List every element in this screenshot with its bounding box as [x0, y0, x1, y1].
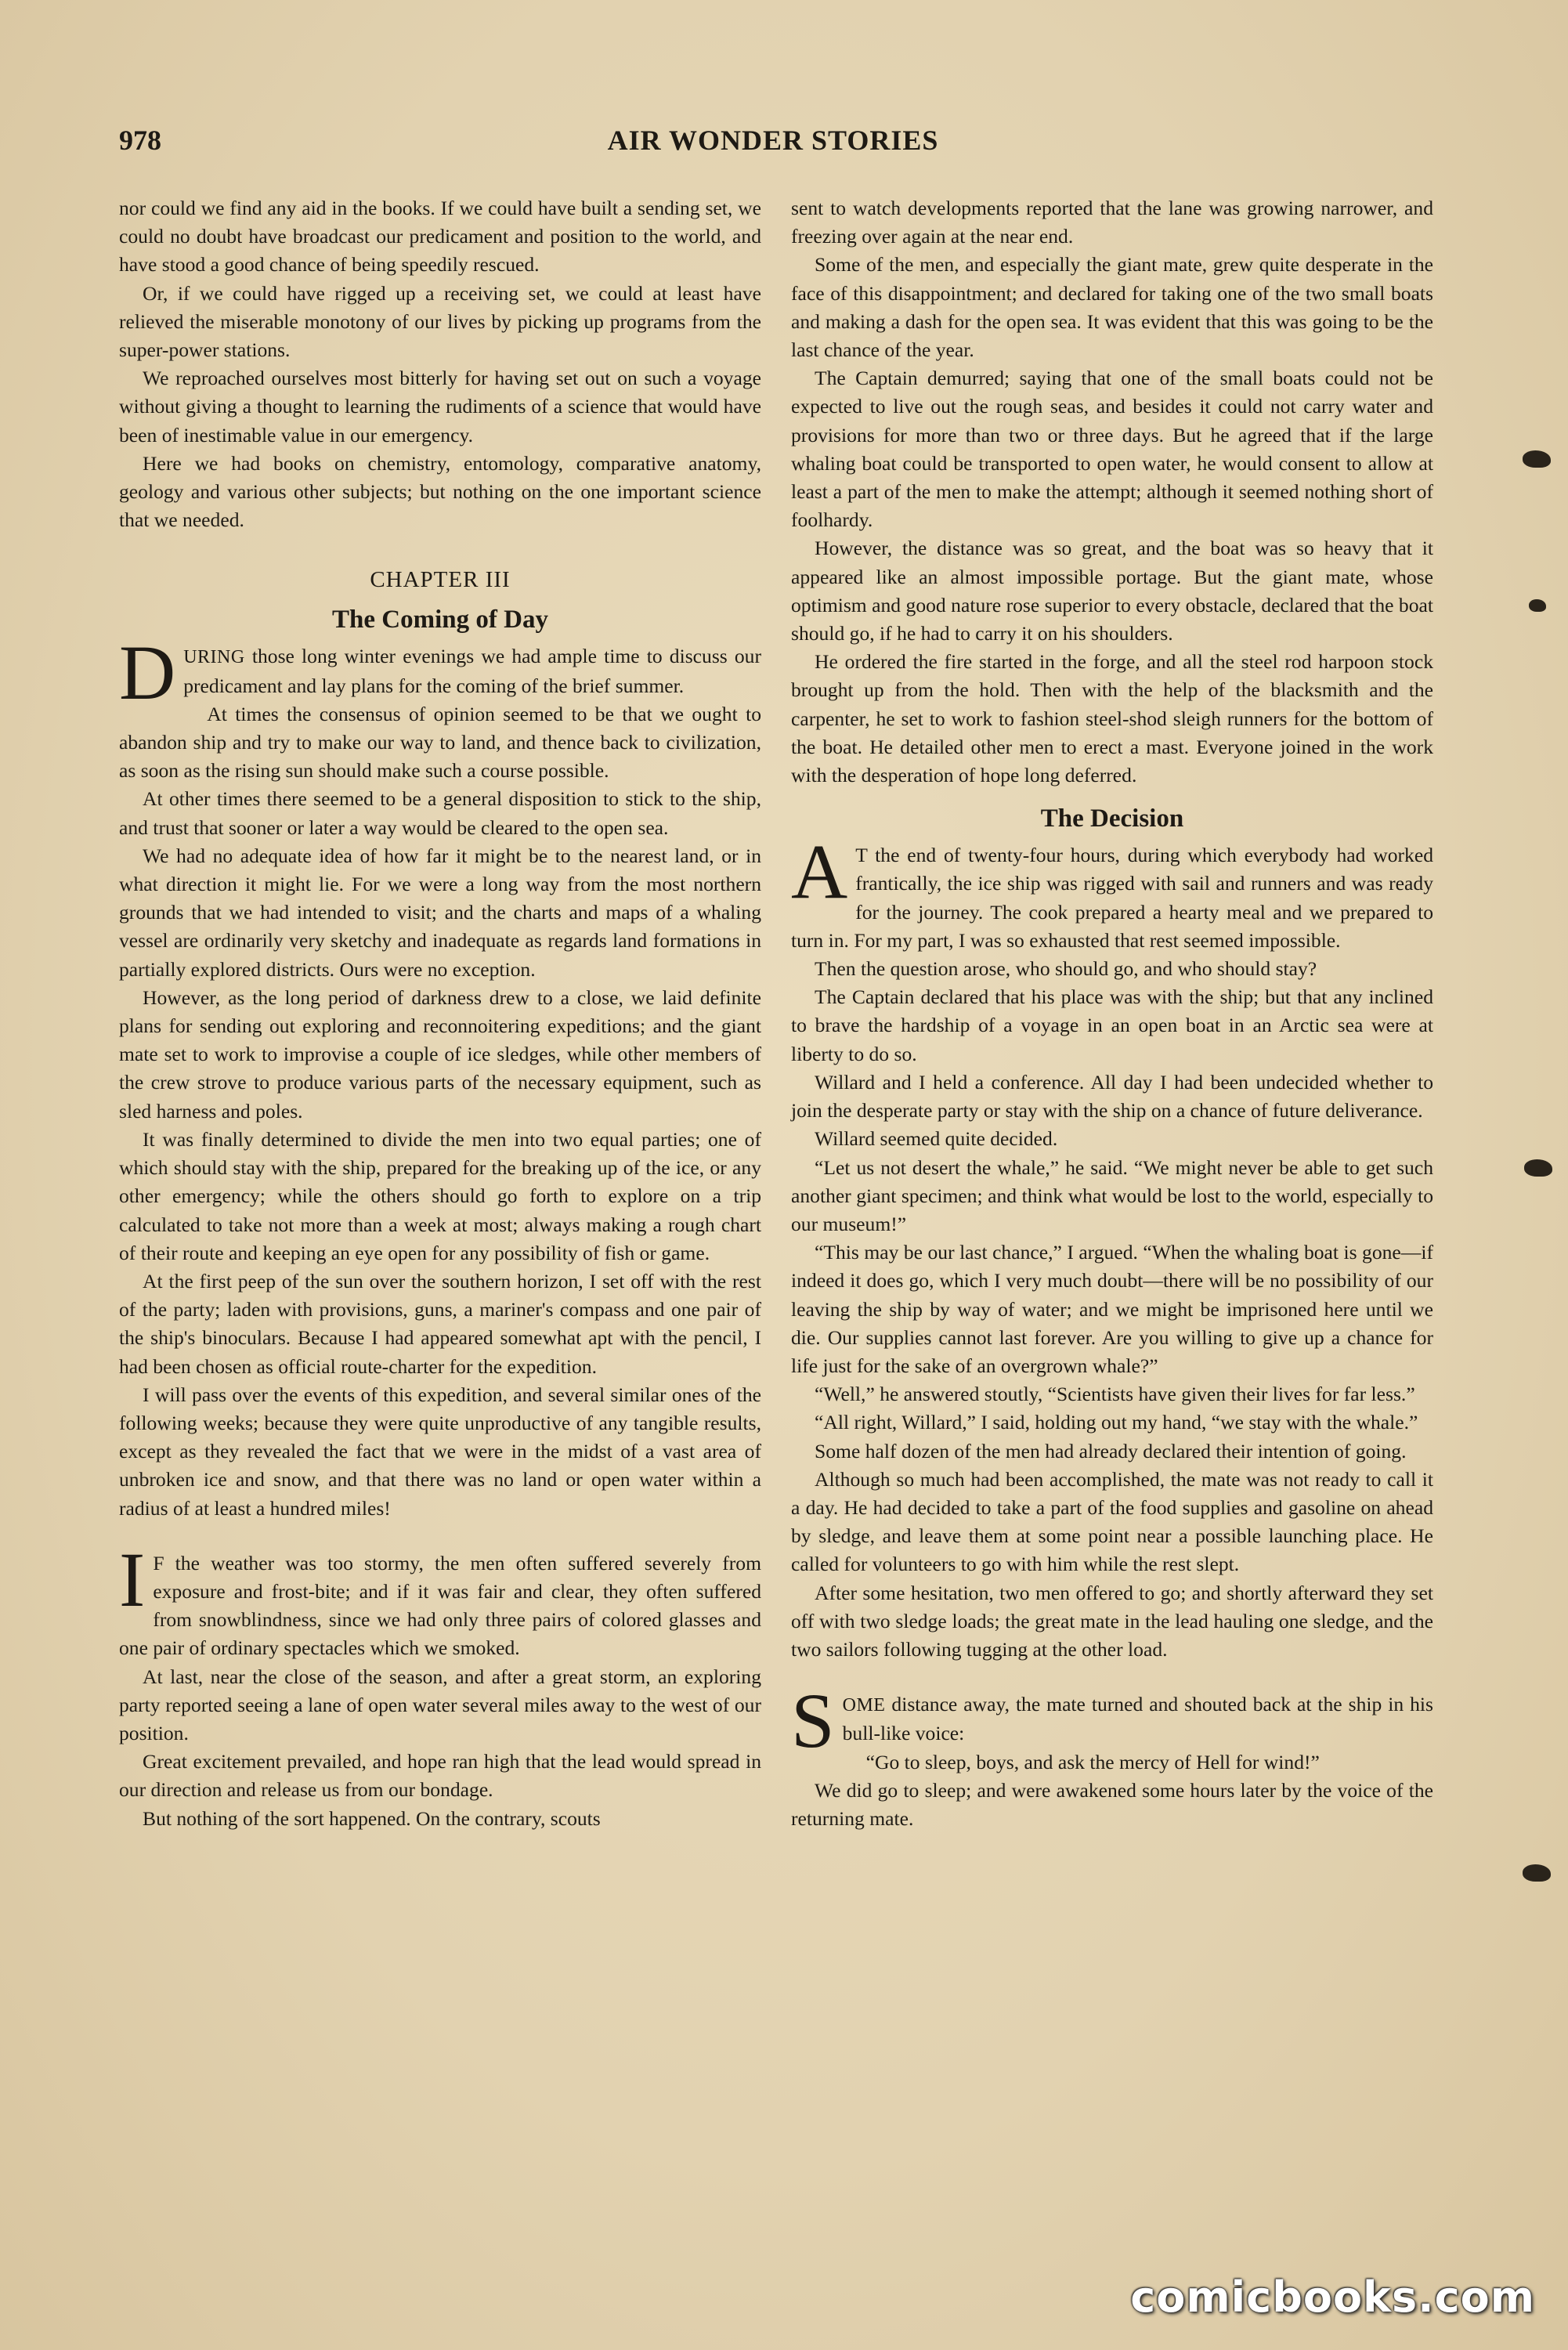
- paragraph: Although so much had been accomplished, the mate was not ready to call it a day. He had decided to take a part of the food supplies and gasoline on ahead by sledge, and leave them at some point near a possible launching place. He called for volunteers to go with him while the rest slept.: [791, 1467, 1433, 1576]
- page-header: [119, 124, 1427, 163]
- paragraph-text: distance away, the mate turned and shouted back at the ship in his bull-like voice:: [842, 1693, 1433, 1745]
- paragraph: We did go to sleep; and were awakened some hours later by the voice of the returning mate.: [791, 1778, 1433, 1830]
- paragraph: He ordered the fire started in the forge, and all the steel rod harpoon stock brought up from the hold. Then with the help of the blacksmith and the carpenter, he set to work to fashion steel-shod sleigh runners for the bottom of the boat. He detailed other men to erect a mast. Everyone joined in the work with the desperation of hope long deferred.: [791, 650, 1433, 787]
- paragraph: Some half dozen of the men had already declared their intention of going.: [815, 1439, 1407, 1462]
- watermark-logo: comicbooks.com: [1130, 2272, 1535, 2322]
- lead-word: OME: [842, 1695, 886, 1716]
- paragraph: Or, if we could have rigged up a receiving set, we could at least have relieved the miserable monotony of our lives by picking up programs from the super-power stations.: [119, 281, 761, 362]
- paragraph: At times the consensus of opinion seemed to be that we ought to abandon ship and try to make our way to land, and thence back to civilization, as soon as the rising sun should make such a course possible.: [119, 702, 761, 783]
- lead-word: URING: [183, 647, 245, 668]
- paragraph: “Go to sleep, boys, and ask the mercy of Hell for wind!”: [865, 1750, 1320, 1773]
- running-head: AIR WONDER STORIES: [607, 125, 939, 156]
- paragraph: Willard seemed quite decided.: [815, 1127, 1058, 1151]
- dropcap-paragraph: [119, 629, 761, 717]
- paragraph: Then the question arose, who should go, and who should stay?: [815, 957, 1317, 981]
- paragraph: But nothing of the sort happened. On the contrary, scouts: [143, 1806, 601, 1830]
- paragraph: I will pass over the events of this expedition, and several similar ones of the following weeks; because they were quite unproductive of any tangible results, except as they revealed the fact that we were in the midst of a vast area of unbroken ice and snow, and that there was no land or open water within a radius of at least a hundred miles!: [119, 1383, 761, 1520]
- paragraph: Great excitement prevailed, and hope ran high that the lead would spread in our direction and release us from our bondage.: [119, 1750, 761, 1802]
- drop-cap: D: [119, 629, 176, 717]
- chapter-label: CHAPTER III: [370, 567, 511, 593]
- paragraph: “All right, Willard,” I said, holding out my hand, “we stay with the whale.”: [815, 1411, 1418, 1434]
- paper-damage-mark: [1529, 599, 1546, 612]
- chapter-title: The Coming of Day: [332, 606, 548, 634]
- paragraph: We had no adequate idea of how far it might be to the nearest land, or in what direction it might lie. For we were a long way from the most northern grounds that we had intended to visit; and the charts and maps of a whaling vessel are ordinarily very sketchy and inadequate as regards land formations in partially explored districts. Ours were no exception.: [119, 844, 761, 981]
- drop-cap: I: [119, 1535, 146, 1623]
- paragraph: Here we had books on chemistry, entomology, comparative anatomy, geology and various other subjects; but nothing on the one important science that we needed.: [119, 451, 761, 532]
- paper-damage-mark: [1523, 450, 1551, 468]
- section-title: The Decision: [1040, 804, 1184, 833]
- section-break: [119, 1523, 761, 1549]
- page-number: 978: [119, 125, 161, 156]
- paragraph: The Captain demurred; saying that one of the small boats could not be expected to live out the rough seas, and besides it could not carry water and provisions for more than two or three days. But he agreed that if the large whaling boat could be transported to open water, he would consent to allow at least a part of the men to make the attempt; although it seemed nothing short of foolhardy.: [791, 367, 1433, 532]
- paper-damage-mark: [1523, 1864, 1551, 1882]
- drop-cap: A: [791, 828, 848, 916]
- drop-cap: S: [791, 1677, 835, 1765]
- dropcap-paragraph: [791, 828, 1433, 955]
- paragraph: The Captain declared that his place was with the ship; but that any inclined to brave the hardship of a voyage in an open boat in an Arctic sea were at liberty to do so.: [791, 985, 1433, 1065]
- paragraph: At other times there seemed to be a general disposition to stick to the ship, and trust that sooner or later a way would be cleared to the open sea.: [119, 787, 761, 839]
- paragraph: sent to watch developments reported that the lane was growing narrower, and freezing over again at the near end.: [791, 197, 1433, 248]
- paragraph: “Let us not desert the whale,” he said. “We might never be able to get such another giant specimen; and think what would be lost to the world, especially to our museum!”: [791, 1155, 1433, 1235]
- paragraph-text: those long winter evenings we had ample time to discuss our predicament and lay plans for the coming of the brief summer.: [183, 645, 761, 697]
- right-column: [791, 194, 1433, 1833]
- paragraph: “This may be our last chance,” I argued. “When the whaling boat is gone—if indeed it does go, which I very much doubt—there will be no possibility of our leaving the ship by way of water; and we might be imprisoned here until we die. Our supplies cannot last forever. Are you willing to give up a chance for life just for the sake of an overgrown whale?”: [791, 1241, 1433, 1377]
- paragraph: At last, near the close of the season, and after a great storm, an exploring party reported seeing a lane of open water several miles away to the west of our position.: [119, 1665, 761, 1744]
- paragraph-text: F the weather was too stormy, the men often suffered severely from exposure and frost-bite; and if it was fair and clear, they often suffered from snowblindness, since we had only three pairs of colored glasses and one pair of ordinary spectacles which we smoked.: [119, 1551, 761, 1660]
- paragraph: It was finally determined to divide the men into two equal parties; one of which should stay with the ship, prepared for the breaking up of the ice, or any other emergency; while the others should go forth to explore on a trip calculated to take not more than a week at most; always making a rough chart of their route and keeping an eye open for any possibility of fish or game.: [119, 1127, 761, 1264]
- paragraph: nor could we find any aid in the books. If we could have built a sending set, we could no doubt have broadcast our predicament and position to the world, and have stood a good chance of being speedily rescued.: [119, 197, 761, 277]
- paragraph: However, the distance was so great, and the boat was so heavy that it appeared like an almost impossible portage. But the giant mate, whose optimism and good nature rose superior to every obstacle, declared that the boat should go, if he had to carry it on his shoulders.: [791, 537, 1433, 645]
- paragraph-text: T the end of twenty-four hours, during which everybody had worked frantically, the ice ship was rigged with sail and runners and was ready for the journey. The cook prepared a hearty meal and we prepared to turn in. For my part, I was so exhausted that rest seemed impossible.: [791, 844, 1433, 952]
- section-break: [791, 1664, 1433, 1690]
- paragraph: We reproached ourselves most bitterly for having set out on such a voyage without giving a thought to learning the rudiments of a science that would have been of inestimable value in our emergency.: [119, 367, 761, 446]
- paragraph: However, as the long period of darkness drew to a close, we laid definite plans for sending out exploring and reconnoitering expeditions; and the giant mate set to work to improvise a couple of ice sledges, while other members of the crew strove to produce various parts of the necessary equipment, such as sled harness and poles.: [119, 985, 761, 1123]
- paragraph: Some of the men, and especially the giant mate, grew quite desperate in the face of this disappointment; and declared for taking one of the two small boats and making a dash for the open sea. It was evident that this was going to be the last chance of the year.: [791, 253, 1433, 362]
- paper-damage-mark: [1524, 1159, 1552, 1177]
- paragraph: After some hesitation, two men offered to go; and shortly afterward they set off with two sledge loads; the great mate in the lead hauling one sledge, and the two sailors following tugging at the other load.: [791, 1581, 1433, 1661]
- paragraph: At the first peep of the sun over the southern horizon, I set off with the rest of the party; laden with provisions, guns, a mariner's compass and one pair of the ship's binoculars. Because I had appeared somewhat apt with the pencil, I had been chosen as official route-charter for the expedition.: [119, 1269, 761, 1378]
- paragraph: Willard and I held a conference. All day I had been undecided whether to join the desperate party or stay with the ship on a chance of future deliverance.: [791, 1070, 1433, 1123]
- left-column: [119, 194, 761, 1833]
- paragraph: “Well,” he answered stoutly, “Scientists have given their lives for far less.”: [815, 1383, 1415, 1406]
- dropcap-paragraph: [119, 1535, 761, 1663]
